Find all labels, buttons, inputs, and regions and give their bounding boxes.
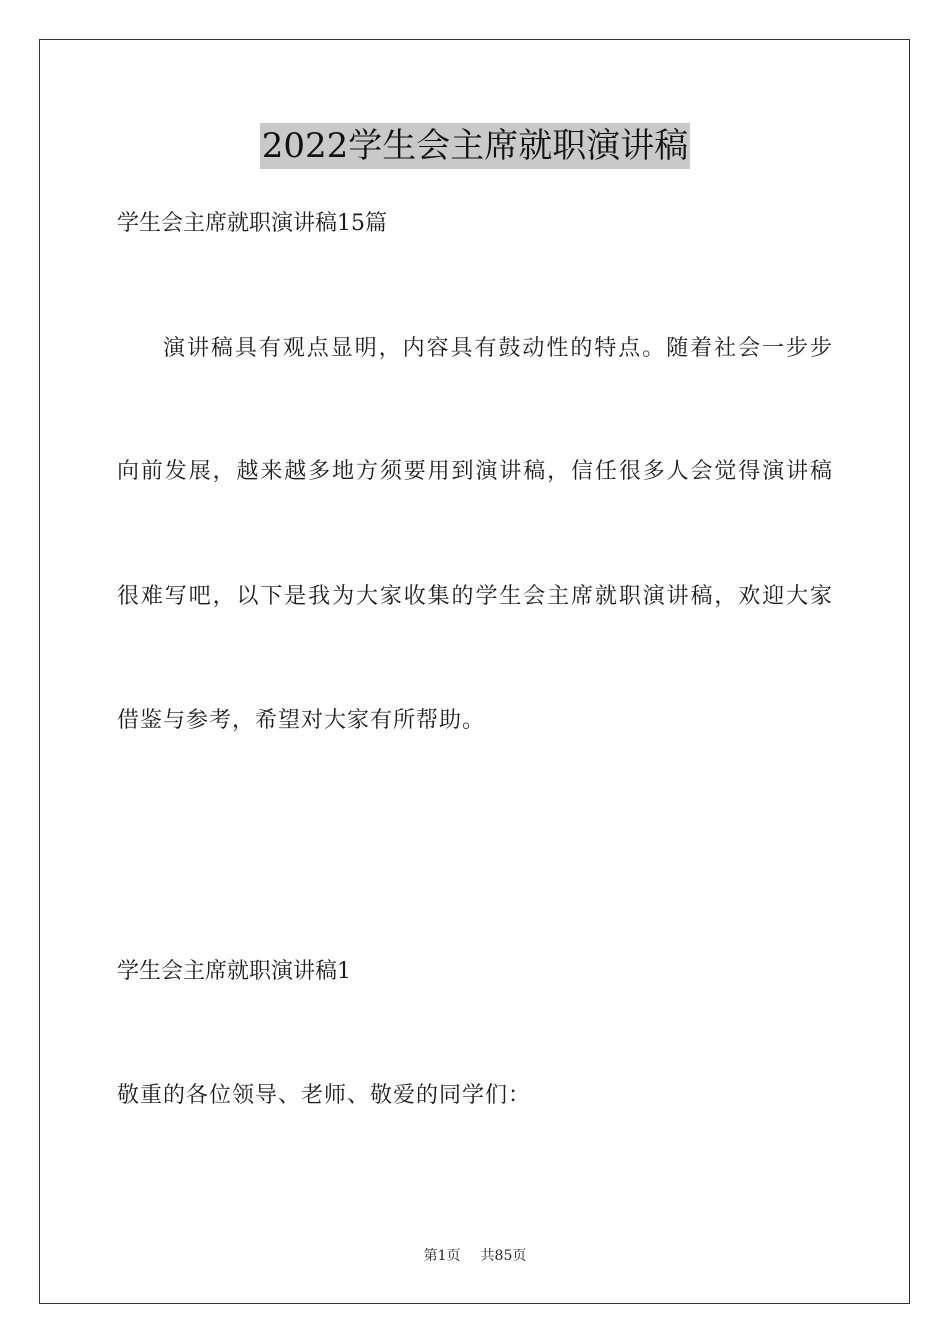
section-heading: 学生会主席就职演讲稿1 — [117, 959, 351, 984]
page-total: 共85页 — [480, 1248, 527, 1264]
page-number: 第1页 — [423, 1248, 461, 1264]
intro-line-4: 借鉴与参考，希望对大家有所帮助。 — [117, 708, 486, 733]
intro-line-2: 向前发展，越来越多地方须要用到演讲稿，信任很多人会觉得演讲稿 — [117, 459, 833, 484]
intro-line-1: 演讲稿具有观点显明，内容具有鼓动性的特点。随着社会一步步 — [163, 336, 833, 361]
document-subtitle: 学生会主席就职演讲稿15篇 — [117, 211, 387, 236]
salutation: 敬重的各位领导、老师、敬爱的同学们： — [117, 1083, 532, 1108]
title-container — [0, 123, 950, 169]
intro-line-3: 很难写吧，以下是我为大家收集的学生会主席就职演讲稿，欢迎大家 — [117, 584, 833, 609]
document-title: 2022学生会主席就职演讲稿 — [260, 123, 691, 169]
page-footer — [0, 1246, 950, 1266]
